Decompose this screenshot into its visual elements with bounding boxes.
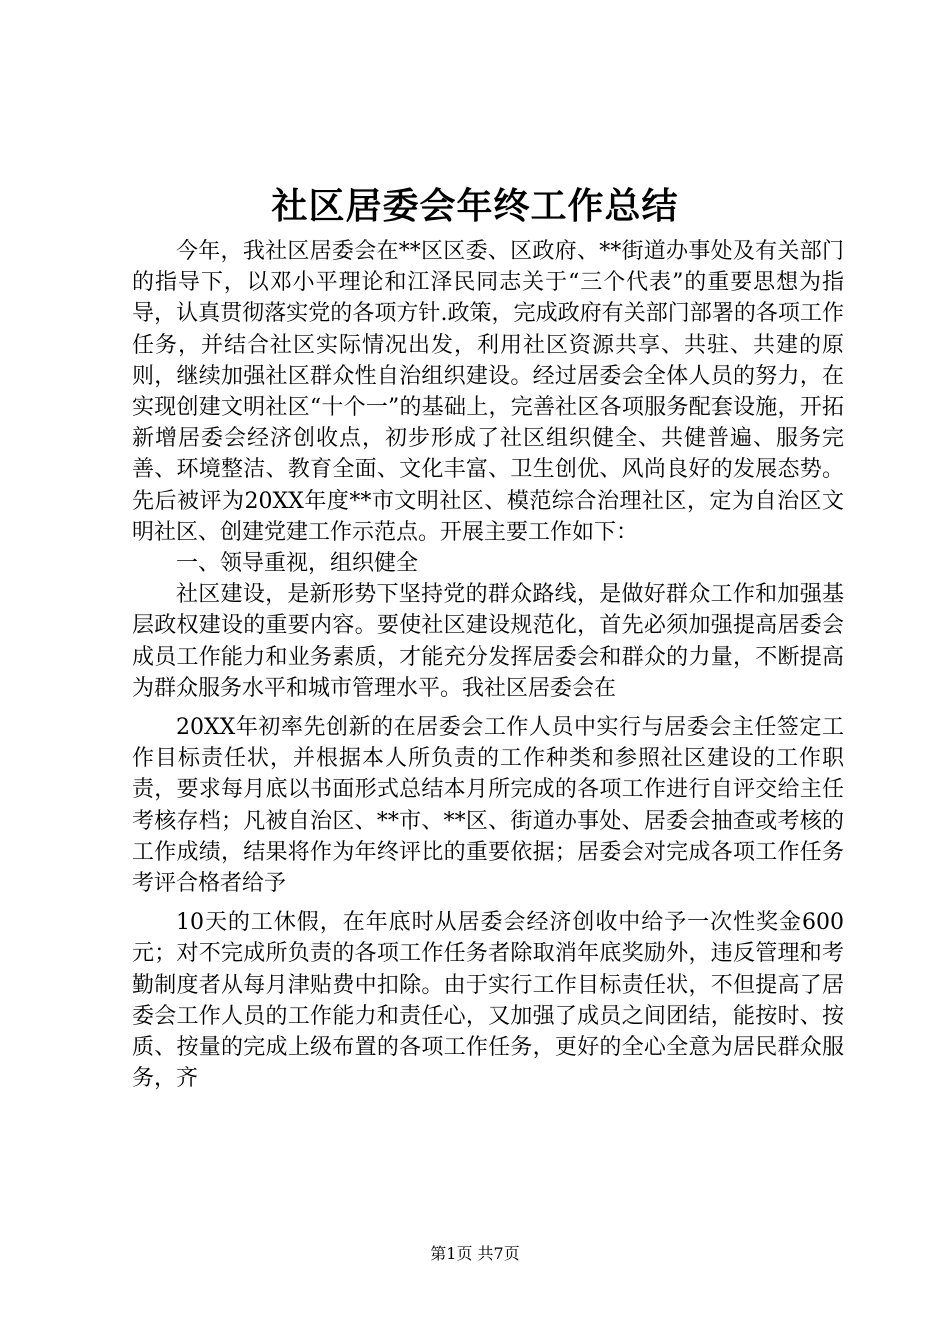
page-number-footer: 第1页 共7页 <box>430 1244 520 1263</box>
document-title: 社区居委会年终工作总结 <box>271 185 679 227</box>
paragraph-rewards: 10天的工休假，在年底时从居委会经济创收中给予一次性奖金600元；对不完成所负责的各项工作任务者除取消年底奖励外，违反管理和考勤制度者从每月津贴费中扣除。由于实行工作目标责任状，不但提高了居委会工作人员的工作能力和责任心，又加强了成员之间团结，能按时、按质、按量的完成上级布置的各项工作任务，更好的全心全意为居民群众服务，齐 <box>132 910 844 1092</box>
paragraph-intro: 今年，我社区居委会在**区区委、区政府、**街道办事处及有关部门的指导下，以邓小平理论和江泽民同志关于“三个代表”的重要思想为指导，认真贯彻落实党的各项方针.政策，完成政府有关部门部署的各项工作任务，并结合社区实际情况出发，利用社区资源共享、共驻、共建的原则，继续加强社区群众性自治组织建设。经过居委会全体人员的努力，在实现创建文明社区“十个一”的基础上，完善社区各项服务配套设施，开拓新增居委会经济创收点，初步形成了社区组织健全、共健普遍、服务完善、环境整洁、教育全面、文化丰富、卫生创优、风尚良好的发展态势。先后被评为20XX年度**市文明社区、模范综合治理社区，定为自治区文明社区、创建党建工作示范点。开展主要工作如下： <box>132 239 844 545</box>
paragraph-responsibility: 20XX年初率先创新的在居委会工作人员中实行与居委会主任签定工作目标责任状，并根据本人所负责的工作种类和参照社区建设的工作职责，要求每月底以书面形式总结本月所完成的各项工作进行自评交给主任考核存档；凡被自治区、**市、**区、街道办事处、居委会抽查或考核的工作成绩，结果将作为年终评比的重要依据；居委会对完成各项工作任务考评合格者给予 <box>132 715 844 897</box>
paragraph-community-building: 社区建设，是新形势下坚持党的群众路线，是做好群众工作和加强基层政权建设的重要内容。要使社区建设规范化，首先必须加强提高居委会成员工作能力和业务素质，才能充分发挥居委会和群众的力量，不断提高为群众服务水平和城市管理水平。我社区居委会在 <box>132 582 844 701</box>
section-heading-1: 一、领导重视，组织健全 <box>176 551 419 577</box>
document-body <box>132 236 844 1094</box>
